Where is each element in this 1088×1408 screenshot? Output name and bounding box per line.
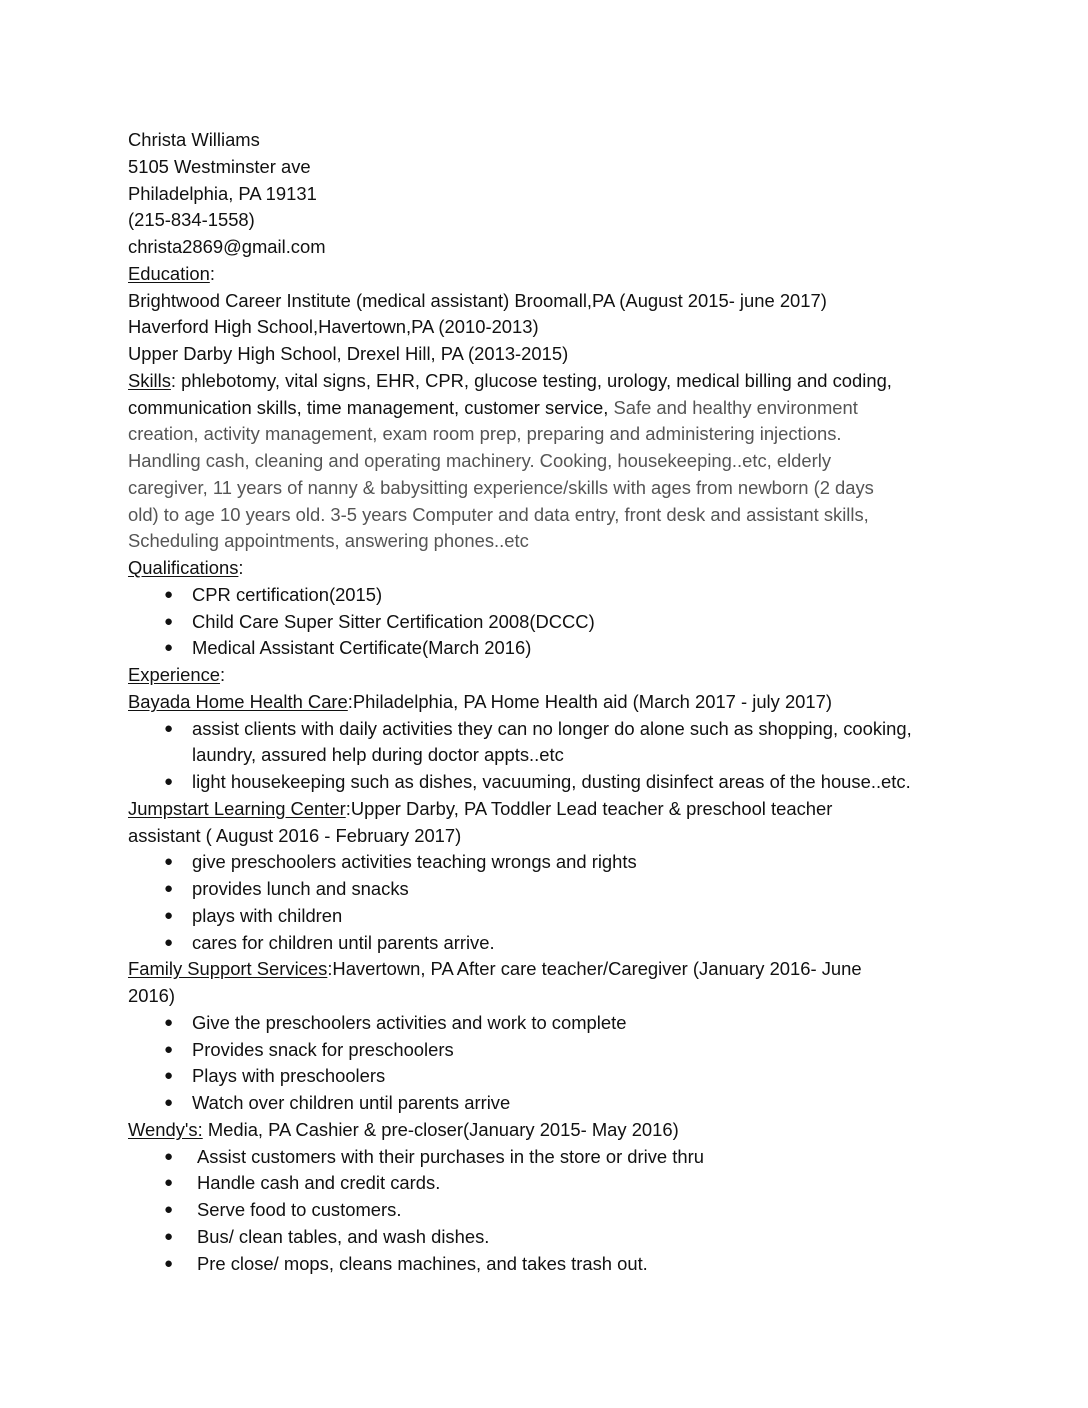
list-item bbox=[128, 1170, 968, 1197]
contact-street: 5105 Westminster ave bbox=[128, 155, 311, 177]
employer-name: Bayada Home Health Care bbox=[128, 690, 348, 712]
list-item bbox=[128, 903, 968, 930]
skills-line: caregiver, 11 years of nanny & babysitting experience/skills with ages from newborn (2 days bbox=[128, 476, 874, 498]
skills-heading: Skills bbox=[128, 369, 171, 391]
colon: : bbox=[209, 262, 215, 284]
bullet-icon: ● bbox=[164, 906, 174, 924]
job-header bbox=[128, 1117, 968, 1144]
qualifications-heading bbox=[128, 555, 968, 582]
skills-text-gray: Safe and healthy environment bbox=[613, 396, 858, 418]
list-item-text: Pre close/ mops, cleans machines, and takes trash out. bbox=[197, 1252, 648, 1274]
job-header bbox=[128, 956, 968, 983]
qualifications-list bbox=[128, 582, 968, 662]
job-detail: 2016) bbox=[128, 985, 176, 1006]
list-item-text: give preschoolers activities teaching wrongs and rights bbox=[192, 851, 637, 873]
list-item bbox=[128, 1037, 968, 1064]
bullet-icon: ● bbox=[164, 1254, 174, 1272]
resume-page bbox=[128, 127, 968, 1277]
skills-line: Handling cash, cleaning and operating machinery. Cooking, housekeeping..etc, elderly bbox=[128, 450, 832, 471]
education-heading-label: Education bbox=[128, 262, 210, 284]
bullet-icon: ● bbox=[164, 585, 174, 603]
education-item: Brightwood Career Institute (medical assistant) Broomall,PA (August 2015- june 2017) bbox=[128, 289, 827, 311]
skills-text: communication skills, time management, customer service, bbox=[128, 396, 614, 418]
education-item: Haverford High School,Havertown,PA (2010-2013) bbox=[128, 316, 539, 338]
list-item-text: Child Care Super Sitter Certification 2008(DCCC) bbox=[192, 610, 595, 632]
list-item-text: Provides snack for preschoolers bbox=[192, 1038, 454, 1060]
skills-line: old) to age 10 years old. 3-5 years Computer and data entry, front desk and assistant skills, bbox=[128, 503, 869, 525]
list-item bbox=[128, 849, 968, 876]
list-item-text: Serve food to customers. bbox=[197, 1199, 402, 1220]
list-item-text: plays with children bbox=[192, 904, 343, 926]
bullet-icon: ● bbox=[164, 1147, 174, 1165]
job-header bbox=[128, 689, 968, 716]
list-item-text: Assist customers with their purchases in the store or drive thru bbox=[197, 1145, 704, 1167]
skills-line bbox=[128, 395, 968, 422]
list-item bbox=[128, 1144, 968, 1171]
list-item-text: Give the preschoolers activities and work to complete bbox=[192, 1011, 627, 1033]
skills-text: : phlebotomy, vital signs, EHR, CPR, glucose testing, urology, medical billing and coding, bbox=[170, 369, 892, 391]
list-item-text: Bus/ clean tables, and wash dishes. bbox=[197, 1225, 490, 1247]
list-item-text: Plays with preschoolers bbox=[192, 1065, 386, 1087]
job-header bbox=[128, 796, 968, 823]
qualifications-heading-label: Qualifications bbox=[128, 557, 239, 578]
job-detail: :Havertown, PA After care teacher/Caregiver (January 2016- June bbox=[327, 958, 862, 980]
list-item bbox=[128, 876, 968, 903]
list-item bbox=[128, 1224, 968, 1251]
list-item bbox=[128, 769, 968, 796]
colon: : bbox=[220, 664, 226, 685]
bullet-icon: ● bbox=[164, 612, 174, 630]
bullet-icon: ● bbox=[164, 639, 174, 657]
bullet-icon: ● bbox=[164, 933, 174, 951]
skills-line: Scheduling appointments, answering phones..etc bbox=[128, 530, 529, 552]
bullet-icon: ● bbox=[164, 773, 174, 790]
list-item bbox=[128, 1090, 968, 1117]
skills-line bbox=[128, 368, 968, 395]
list-item-text: light housekeeping such as dishes, vacuuming, dusting disinfect areas of the house..etc. bbox=[192, 771, 911, 792]
job-duties bbox=[128, 1144, 968, 1278]
job-detail: Media, PA Cashier & pre-closer(January 2015- May 2016) bbox=[202, 1118, 679, 1140]
contact-city: Philadelphia, PA 19131 bbox=[128, 182, 317, 204]
list-item bbox=[128, 716, 968, 770]
education-item: Upper Darby High School, Drexel Hill, PA (2013-2015) bbox=[128, 343, 569, 364]
skills-line: creation, activity management, exam room prep, preparing and administering injections. bbox=[128, 423, 842, 445]
list-item bbox=[128, 1063, 968, 1090]
bullet-icon: ● bbox=[164, 880, 174, 897]
bullet-icon: ● bbox=[164, 719, 174, 737]
job-duties bbox=[128, 849, 968, 956]
job-duties bbox=[128, 1010, 968, 1117]
bullet-icon: ● bbox=[164, 1094, 174, 1111]
list-item-text: CPR certification(2015) bbox=[192, 583, 383, 605]
list-item bbox=[128, 930, 968, 957]
bullet-icon: ● bbox=[164, 1040, 174, 1058]
bullet-icon: ● bbox=[164, 1227, 174, 1245]
employer-name: Family Support Services bbox=[128, 958, 328, 980]
contact-phone: (215-834-1558) bbox=[128, 209, 255, 231]
experience-heading-label: Experience bbox=[128, 664, 221, 685]
bullet-icon: ● bbox=[164, 1067, 174, 1085]
list-item bbox=[128, 1197, 968, 1224]
list-item-text: provides lunch and snacks bbox=[192, 878, 409, 899]
contact-email: christa2869@gmail.com bbox=[128, 236, 326, 257]
job-detail: :Philadelphia, PA Home Health aid (March 2017 - july 2017) bbox=[347, 690, 832, 712]
experience-heading bbox=[128, 662, 968, 689]
list-item-text: Watch over children until parents arrive bbox=[192, 1092, 511, 1113]
list-item-text: assist clients with daily activities they can no longer do alone such as shopping, cooking, bbox=[192, 717, 912, 739]
job-duties bbox=[128, 716, 968, 796]
employer-name: Wendy's: bbox=[128, 1118, 203, 1140]
bullet-icon: ● bbox=[164, 1013, 174, 1031]
job-detail: :Upper Darby, PA Toddler Lead teacher & preschool teacher bbox=[345, 797, 833, 819]
bullet-icon: ● bbox=[164, 853, 174, 871]
job-detail: assistant ( August 2016 - February 2017) bbox=[128, 824, 462, 846]
list-item-text: cares for children until parents arrive. bbox=[192, 931, 495, 953]
list-item-text: Medical Assistant Certificate(March 2016) bbox=[192, 637, 532, 659]
list-item-text: laundry, assured help during doctor appts..etc bbox=[192, 744, 564, 766]
list-item-text: Handle cash and credit cards. bbox=[197, 1172, 441, 1194]
bullet-icon: ● bbox=[164, 1174, 174, 1192]
list-item bbox=[128, 635, 968, 662]
list-item bbox=[128, 1010, 968, 1037]
list-item bbox=[128, 609, 968, 636]
employer-name: Jumpstart Learning Center bbox=[128, 797, 346, 819]
contact-name: Christa Williams bbox=[128, 129, 260, 150]
list-item bbox=[128, 1251, 968, 1278]
education-heading bbox=[128, 261, 968, 288]
colon: : bbox=[238, 557, 244, 578]
bullet-icon: ● bbox=[164, 1201, 174, 1218]
list-item bbox=[128, 582, 968, 609]
